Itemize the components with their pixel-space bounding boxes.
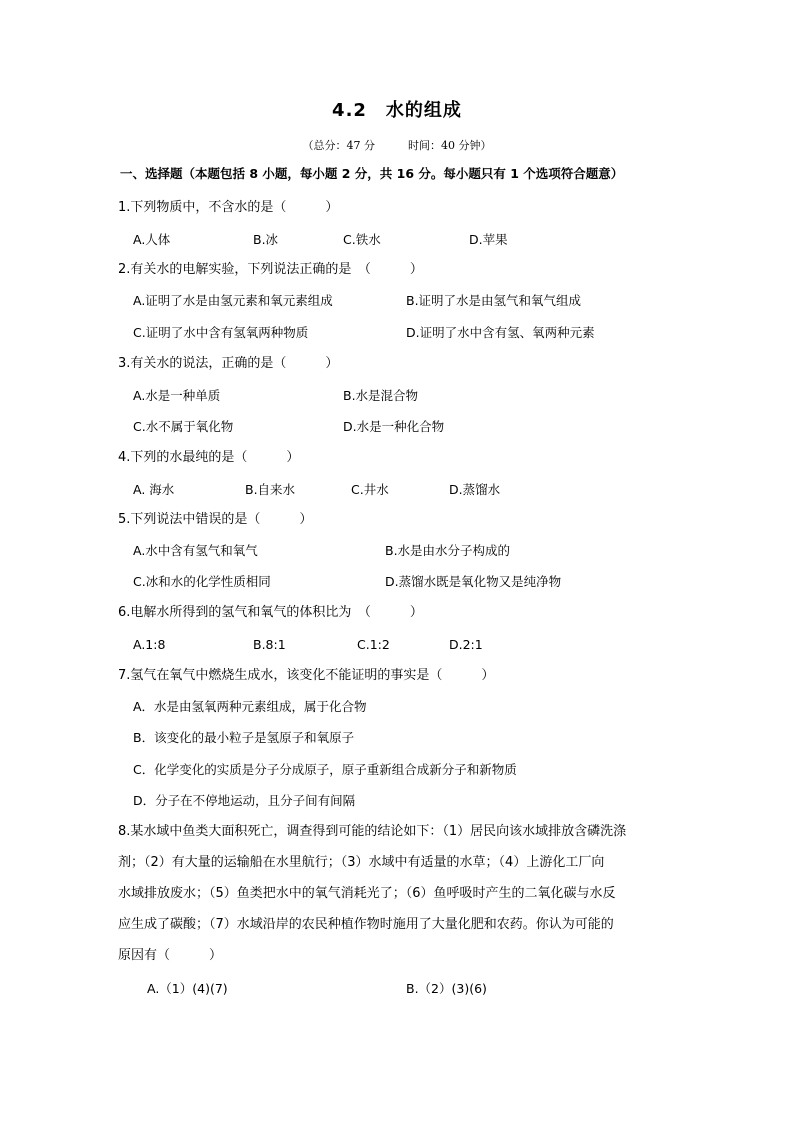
question-2-option-b: B.证明了水是由氢气和氧气组成 bbox=[406, 293, 582, 308]
question-4-option-b: B.自来水 bbox=[245, 482, 296, 497]
question-5-option-a: A.水中含有氢气和氧气 bbox=[133, 543, 258, 558]
question-1-option-a: A.人体 bbox=[133, 232, 171, 247]
question-3-stem: 3.有关水的说法，正确的是（ ） bbox=[118, 356, 339, 371]
question-3-option-a: A.水是一种单质 bbox=[133, 388, 221, 403]
section-heading: 一、选择题（本题包括 8 小题，每小题 2 分，共 16 分。每小题只有 1 个选项符合题意） bbox=[120, 166, 624, 181]
question-6-option-a: A.1:8 bbox=[133, 637, 166, 652]
question-7-option-c: C．化学变化的实质是分子分成原子，原子重新组合成新分子和新物质 bbox=[133, 762, 517, 777]
question-4-option-a: A. 海水 bbox=[133, 482, 175, 497]
question-6-option-c: C.1:2 bbox=[357, 637, 390, 652]
question-7-stem: 7.氢气在氧气中燃烧生成水，该变化不能证明的事实是（ ） bbox=[118, 668, 495, 683]
question-8-stem-line-1: 8.某水域中鱼类大面积死亡，调查得到可能的结论如下：（1）居民向该水域排放含磷洗涤 bbox=[118, 824, 627, 839]
question-3-option-d: D.水是一种化合物 bbox=[343, 419, 445, 434]
question-4-stem: 4.下列的水最纯的是（ ） bbox=[118, 450, 300, 465]
question-1-option-c: C.铁水 bbox=[343, 232, 381, 247]
question-5-stem: 5.下列说法中错误的是（ ） bbox=[118, 512, 313, 527]
question-8-stem-line-5: 原因有（ ） bbox=[118, 948, 223, 963]
question-4-option-c: C.井水 bbox=[351, 482, 389, 497]
question-6-option-d: D.2:1 bbox=[449, 637, 483, 652]
question-2-option-a: A.证明了水是由氢元素和氧元素组成 bbox=[133, 293, 333, 308]
question-2-option-c: C.证明了水中含有氢氧两种物质 bbox=[133, 325, 309, 340]
exam-info: （总分：47 分 时间：40 分钟） bbox=[302, 139, 492, 152]
question-1-option-d: D.苹果 bbox=[469, 232, 508, 247]
question-8-option-b: B.（2）(3)(6) bbox=[406, 981, 487, 996]
question-5-option-d: D.蒸馏水既是氧化物又是纯净物 bbox=[385, 574, 562, 589]
question-3-option-b: B.水是混合物 bbox=[343, 388, 419, 403]
page-title: 4.2 水的组成 bbox=[332, 100, 462, 121]
question-6-stem: 6.电解水所得到的氢气和氧气的体积比为 （ ） bbox=[118, 605, 423, 620]
question-1-option-b: B.冰 bbox=[253, 232, 279, 247]
question-7-option-d: D．分子在不停地运动，且分子间有间隔 bbox=[133, 793, 356, 808]
question-2-option-d: D.证明了水中含有氢、氧两种元素 bbox=[406, 325, 595, 340]
question-1-stem: 1.下列物质中，不含水的是（ ） bbox=[118, 200, 339, 215]
question-8-stem-line-3: 水域排放废水；（5）鱼类把水中的氧气消耗光了；（6）鱼呼吸时产生的二氧化碳与水反 bbox=[118, 886, 616, 901]
question-3-option-c: C.水不属于氧化物 bbox=[133, 419, 234, 434]
question-4-option-d: D.蒸馏水 bbox=[449, 482, 501, 497]
question-2-stem: 2.有关水的电解实验，下列说法正确的是 （ ） bbox=[118, 262, 423, 277]
question-7-option-b: B．该变化的最小粒子是氢原子和氧原子 bbox=[133, 730, 355, 745]
question-7-option-a: A．水是由氢氧两种元素组成，属于化合物 bbox=[133, 699, 367, 714]
question-6-option-b: B.8:1 bbox=[253, 637, 286, 652]
question-8-stem-line-4: 应生成了碳酸；（7）水域沿岸的农民种植作物时施用了大量化肥和农药。你认为可能的 bbox=[118, 917, 614, 932]
question-8-stem-line-2: 剂；（2）有大量的运输船在水里航行；（3）水域中有适量的水草；（4）上游化工厂向 bbox=[118, 855, 605, 870]
question-8-option-a: A.（1）(4)(7) bbox=[147, 981, 228, 996]
question-5-option-b: B.水是由水分子构成的 bbox=[385, 543, 511, 558]
question-5-option-c: C.冰和水的化学性质相同 bbox=[133, 574, 271, 589]
